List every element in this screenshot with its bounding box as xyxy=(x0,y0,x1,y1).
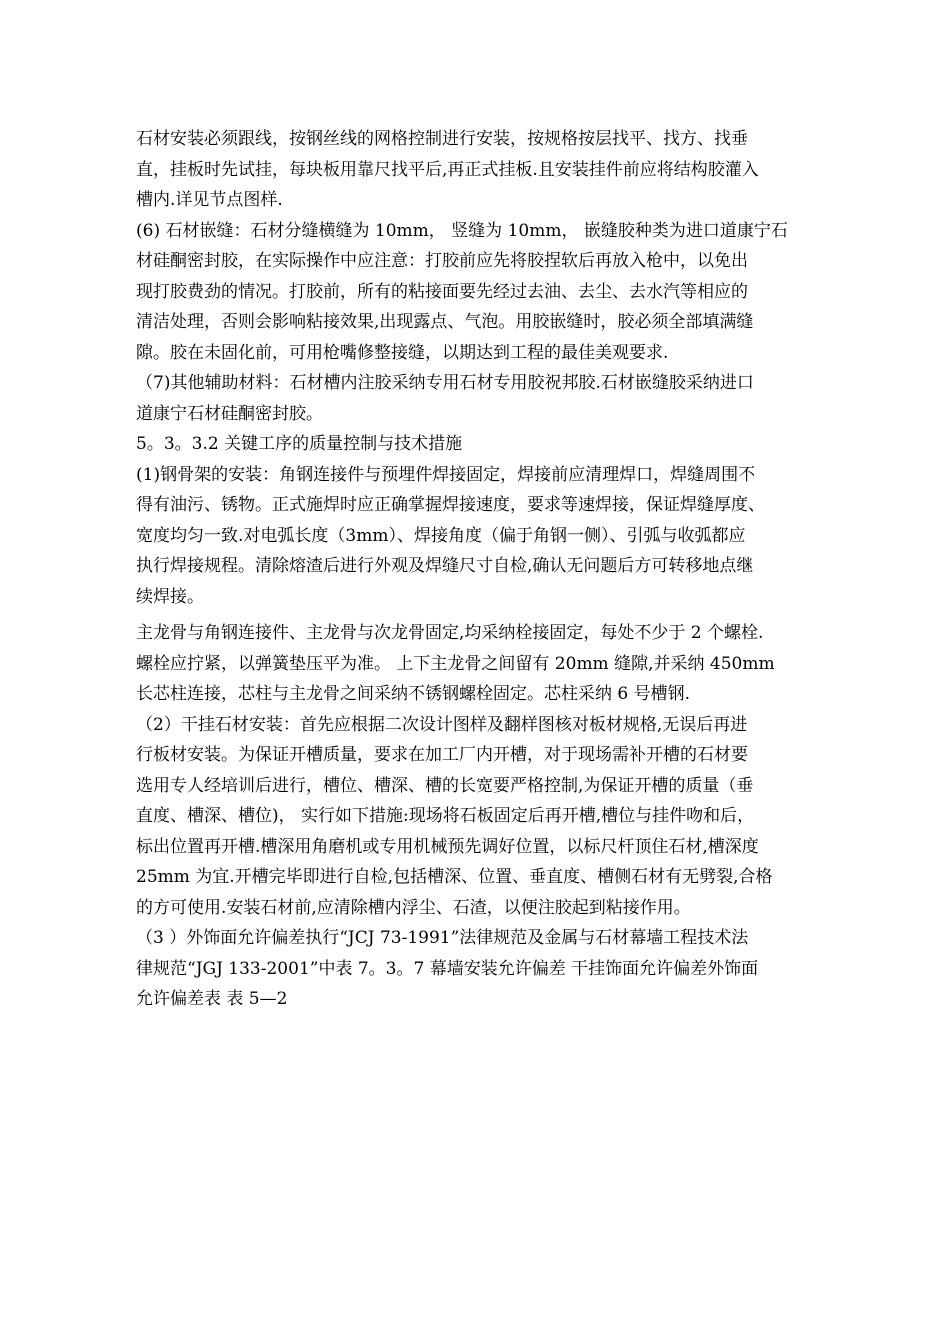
text-line: 隙。胶在未固化前，可用枪嘴修整接缝，以期达到工程的最佳美观要求. xyxy=(136,342,669,363)
text-line: （7)其他辅助材料：石材槽内注胶采纳专用石材专用胶祝邦胶.石材嵌缝胶采纳进口 xyxy=(136,373,754,393)
text-line: 清洁处理，否则会影响粘接效果,出现露点、气泡。用胶嵌缝时，胶必须全部填满缝 xyxy=(136,312,754,332)
text-line: 执行焊接规程。清除熔渣后进行外观及焊缝尺寸自检,确认无问题后方可转移地点继 xyxy=(136,556,754,576)
text-line: 宽度均匀一致.对电弧长度（3mm）、焊接角度（偏于角钢一侧）、引弧与收弧都应 xyxy=(136,525,746,546)
text-line: 允许偏差表 表 5—2 xyxy=(136,989,288,1009)
text-line: 长芯柱连接，芯柱与主龙骨之间采纳不锈钢螺栓固定。芯柱采纳 6 号槽钢. xyxy=(136,684,691,704)
text-line: 25mm 为宜.开槽完毕即进行自检,包括槽深、位置、垂直度、槽侧石材有无劈裂,合格 xyxy=(136,867,773,887)
text-line: 主龙骨与角钢连接件、主龙骨与次龙骨固定,均采纳栓接固定，每处不少于 2 个螺栓. xyxy=(136,623,764,643)
document-body xyxy=(136,124,842,1015)
text-line: (1)钢骨架的安装：角钢连接件与预埋件焊接固定，焊接前应清理焊口，焊缝周围不 xyxy=(136,464,756,485)
text-line: 直度、槽深、槽位)， 实行如下措施:现场将石板固定后再开槽,槽位与挂件吻和后， xyxy=(136,806,755,826)
text-line: 律规范“JGJ 133-2001”中表 7。3。7 幕墙安装允许偏差 干挂饰面允许偏差外饰面 xyxy=(136,958,759,979)
text-line: 石材安装必须跟线，按钢丝线的网格控制进行安装，按规格按层找平、找方、找垂 xyxy=(136,129,748,149)
text-line: 得有油污、锈物。正式施焊时应正确掌握焊接速度，要求等速焊接，保证焊缝厚度、 xyxy=(136,495,765,515)
text-line: 直，挂板时先试挂，每块板用靠尺找平后,再正式挂板.且安装挂件前应将结构胶灌入 xyxy=(136,159,759,180)
text-line: (6) 石材嵌缝：石材分缝横缝为 10mm， 竖缝为 10mm， 嵌缝胶种类为进口道康宁石 xyxy=(136,220,788,241)
text-line: 行板材安装。为保证开槽质量，要求在加工厂内开槽，对于现场需补开槽的石材要 xyxy=(136,745,748,765)
text-line: 标出位置再开槽.槽深用角磨机或专用机械预先调好位置，以标尺杆顶住石材,槽深度 xyxy=(136,836,759,857)
text-line: 螺栓应拧紧，以弹簧垫压平为准。 上下主龙骨之间留有 20mm 缝隙,并采纳 450mm xyxy=(136,653,775,674)
text-line: 槽内.详见节点图样. xyxy=(136,190,283,210)
text-line: 材硅酮密封胶，在实际操作中应注意：打胶前应先将胶捏软后再放入枪中，以免出 xyxy=(136,251,748,271)
text-line: 的方可使用.安装石材前,应清除槽内浮尘、石渣，以便注胶起到粘接作用。 xyxy=(136,897,691,918)
text-line: （3 ）外饰面允许偏差执行“JCJ 73-1991”法律规范及金属与石材幕墙工程技术法 xyxy=(136,928,749,948)
text-line: 现打胶费劲的情况。打胶前，所有的粘接面要先经过去油、去尘、去水汽等相应的 xyxy=(136,281,748,302)
text-line: （2）干挂石材安装：首先应根据二次设计图样及翻样图核对板材规格,无误后再进 xyxy=(136,714,748,735)
text-line: 选用专人经培训后进行，槽位、槽深、槽的长宽要严格控制,为保证开槽的质量（垂 xyxy=(136,775,754,796)
text-line: 道康宁石材硅酮密封胶。 xyxy=(136,403,323,424)
section-heading: 5。3。3.2 关键工序的质量控制与技术措施 xyxy=(136,434,463,454)
text-line: 续焊接。 xyxy=(136,586,204,607)
